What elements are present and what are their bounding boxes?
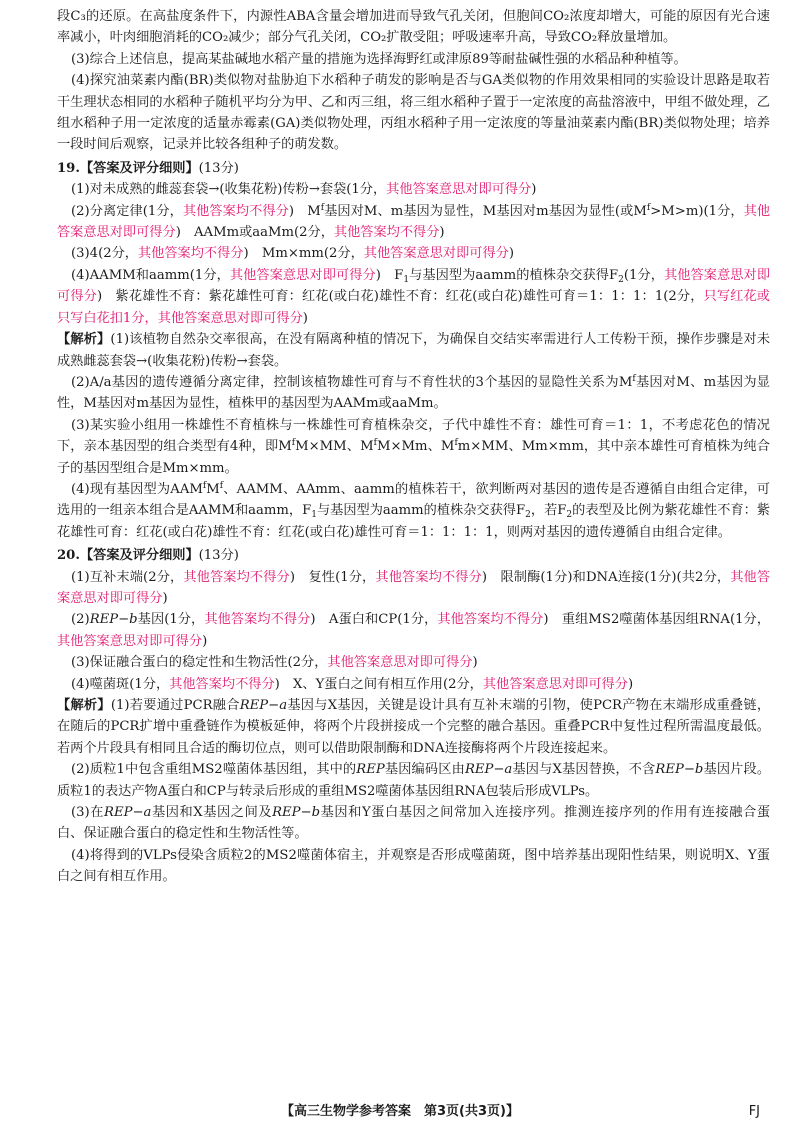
text-segment: 基因片段。质粒1的表达产物A蛋白和CP与转录后形成的重组MS2噬菌体基因组RNA包装后形成VLPs。 — [57, 762, 771, 799]
text-segment: m×MM、Mm×mm，其中亲本雄性可育植株为纯合子的基因型组合是Mm×mm。 — [57, 439, 770, 476]
scoring-note: 其他答案均不得分 — [183, 569, 290, 585]
q19-title: 【答案及评分细则】 — [79, 160, 199, 176]
text-segment: REP−a — [239, 698, 288, 713]
q20-answer-1 — [57, 567, 770, 610]
text-segment: ) 重组MS2噬菌体基因组RNA(1分， — [543, 612, 771, 628]
text-segment: REP−a — [104, 805, 152, 821]
scoring-note: 其他答案均不得分 — [137, 246, 244, 262]
text-segment: (1)对未成熟的雌蕊套袋→(收集花粉)传粉→套袋(1分， — [71, 182, 387, 198]
text-segment: 的表型及比例为紫花雄性不育：紫花雄性可育：红花(或白花)雄性不育：红花(或白花)雄性可育＝1：1：1：1，则两对基因的遗传遵循自由组合定律。 — [57, 503, 771, 540]
answer-page — [57, 6, 770, 888]
text-segment: ) Mm×mm(2分， — [243, 246, 364, 262]
text-segment: REP−b — [272, 805, 321, 821]
text-segment: >M>m)(1分， — [650, 203, 744, 219]
text-segment: REP−b — [655, 762, 704, 778]
text-segment: f — [320, 202, 325, 213]
text-segment: 基因对M、m基因为显性，M基因对m基因为显性(或M — [324, 203, 647, 219]
q19-explanation-4 — [57, 479, 770, 543]
scoring-note: 其他答案意思对即可得分 — [482, 676, 628, 692]
text-segment: ) F — [375, 267, 404, 283]
text-segment: 基因和X基因之间及 — [151, 805, 273, 821]
text-segment: REP−a — [464, 762, 513, 778]
q19-answer-4 — [57, 265, 770, 329]
text-segment: (4)噬菌斑(1分， — [71, 676, 170, 692]
q19-number: 19. — [57, 160, 80, 176]
q20-heading — [57, 545, 770, 566]
text-segment: ) — [508, 246, 515, 262]
q20-explanation-4: (4)将得到的VLPs侵染含质粒2的MS2噬菌体宿主，并观察是否形成噬菌斑，图中培养基出现阳性结果，则说明X、Y蛋白之间有相互作用。 — [57, 847, 770, 885]
scoring-note: 其他答案均不得分 — [437, 612, 544, 628]
scoring-note: 其他答案均不得分 — [375, 569, 482, 585]
text-segment: ，若F — [530, 503, 567, 519]
text-segment: 基因对M、m基因为显性，M基因对m基因为显性，植株甲的基因型为AAMm或aaMm。 — [57, 374, 770, 412]
text-segment: ) — [627, 676, 634, 692]
scoring-note: 其他答案均不得分 — [182, 203, 289, 219]
text-segment: f — [373, 438, 377, 449]
text-segment: ) M — [288, 203, 321, 219]
text-segment: M — [206, 481, 220, 497]
text-segment: (2)分离定律(1分， — [71, 203, 183, 219]
scoring-note: 其他答案意思对即可得分 — [386, 182, 532, 198]
text-segment: 基因编码区由 — [384, 762, 465, 778]
text-segment: 1 — [403, 274, 410, 285]
text-segment: (2)质粒1中包含重组MS2噬菌体基因组，其中的 — [71, 762, 357, 778]
text-segment: ) — [472, 655, 478, 671]
scoring-note: 其他答案意思对即可得分 — [363, 246, 509, 262]
q19-heading — [57, 158, 770, 179]
text-segment: REP — [356, 762, 385, 778]
q19-explanation-1 — [57, 329, 770, 372]
q20-answer-2: (2)REP−b基因(1分，其他答案均不得分) A蛋白和CP(1分，其他答案均不得分) 重组MS2噬菌体基因组RNA(1分，其他答案意思对即可得分) — [57, 612, 771, 649]
scoring-note: 其他答案意思对即可得分 — [57, 633, 203, 649]
text-segment: f — [632, 373, 636, 384]
text-segment: 与基因型为aamm的植株杂交获得F — [316, 503, 526, 519]
text-segment: ) 复性(1分， — [289, 569, 376, 585]
scoring-note: 其他答案均不得分 — [333, 225, 440, 241]
footer-page-info: 【高三生物学参考答案 第3页(共3页)】 — [281, 1104, 519, 1119]
text-segment: ) — [439, 225, 445, 241]
text-segment: ) — [162, 590, 168, 606]
q18-text-2: (3)综合上述信息，提高某盐碱地水稻产量的措施为选择海野红或津原89等耐盐碱性强的水稻品种种植等。 — [71, 51, 687, 67]
text-segment: ) 紫花雄性不育：紫花雄性可育：红花(或白花)雄性不育：红花(或白花)雄性可育＝1：1：1：1(2分， — [96, 289, 704, 305]
text-segment: ) — [531, 182, 537, 198]
q19-score: (13分) — [198, 160, 239, 176]
text-segment: 基因(1分， — [137, 612, 205, 628]
scoring-note: 其他答案均不得分 — [204, 612, 311, 628]
q20-number: 20. — [57, 548, 80, 564]
q20-explanation-3 — [57, 802, 770, 845]
scoring-note: 其他答案意思对即可得分 — [57, 267, 771, 305]
scoring-note: 只写红花或只写白花扣1分，其他答案意思对即可得分 — [57, 289, 770, 326]
text-segment: (1)该植物自然杂交率很高，在没有隔离种植的情况下，为确保自交结实率需进行人工传粉干预，操作步骤是对未成熟雌蕊套袋→(收集花粉)传粉→套袋。 — [57, 332, 771, 369]
scoring-note: 其他答案意思对即可得分 — [57, 569, 771, 606]
text-segment: 1 — [311, 510, 317, 521]
explanation-label: 【解析】 — [57, 332, 111, 348]
text-segment: (3)保证融合蛋白的稳定性和生物活性(2分， — [71, 655, 328, 671]
text-segment: (1)互补末端(2分， — [71, 569, 184, 585]
text-segment: 2 — [618, 274, 624, 285]
text-segment: (3)某实验小组用一株雄性不育植株与一株雄性可育植株杂交，子代中雄性不育：雄性可育＝1：1，不考虑花色的情况下，亲本基因型的组合类型有4种，即M — [57, 417, 770, 455]
q19-answer-1 — [57, 179, 770, 200]
q20-explanation-2 — [57, 759, 770, 802]
text-segment: (1分， — [623, 267, 665, 283]
text-segment: 与基因型为aamm的植株杂交获得F — [409, 267, 619, 283]
text-segment: f — [202, 480, 207, 491]
text-segment: f — [219, 480, 224, 491]
scoring-note: 其他答案意思对即可得分 — [57, 203, 771, 241]
text-segment: M×Mm、M — [376, 439, 455, 455]
text-segment: ) — [202, 633, 208, 649]
page-footer — [0, 1101, 800, 1123]
explanation-label: 【解析】 — [57, 698, 111, 713]
text-segment: M×MM、M — [295, 439, 374, 455]
scoring-note: 其他答案意思对即可得分 — [327, 655, 473, 671]
text-segment: (3)4(2分， — [71, 246, 138, 262]
text-segment: f — [454, 438, 458, 449]
text-segment: (3)在 — [71, 805, 105, 821]
text-segment: 、AAMM、AAmm、aamm的植株若干，欲判断两对基因的遗传是否遵循自由组合定律，可选用的一组亲本组合是AAMM和aamm，F — [57, 481, 770, 519]
text-segment: ) 限制酶(1分)和DNA连接(1分)(共2分， — [481, 569, 731, 585]
q20-explanation-1 — [57, 695, 770, 759]
text-segment: 基因与X基因，关键是设计具有互补末端的引物，使PCR产物在末端形成重叠链，在随后的PCR扩增中重叠链作为模板延伸，将两个片段拼接成一个完整的融合基因。重叠PCR中复性过程所需温度最低。若两个片段具有相同且合适的酶切位点，则可以借助限制酶和DNA连接酶将两个片段连接起来。 — [57, 698, 771, 756]
text-segment: f — [291, 438, 296, 449]
text-segment: (4)现有基因型为AAM — [71, 481, 203, 497]
text-segment: REP−b — [89, 612, 138, 628]
text-segment: ) X、Y蛋白之间有相互作用(2分， — [274, 676, 483, 692]
text-segment: ) — [302, 310, 308, 326]
text-segment: 基因和Y蛋白基因之间常加入连接序列。推测连接序列的作用有连接融合蛋白、保证融合蛋白的稳定性和生物活性等。 — [57, 805, 771, 842]
q20-title: 【答案及评分细则】 — [79, 548, 199, 564]
q19-explanation-3 — [57, 415, 770, 479]
text-segment: (2)A/a基因的遗传遵循分离定律，控制该植物雄性可育与不育性状的3个基因的显隐性关系为M — [71, 374, 633, 390]
text-segment: 基因与X基因替换，不含 — [512, 762, 656, 778]
q18-text-3: (4)探究油菜素内酯(BR)类似物对盐胁迫下水稻种子萌发的影响是否与GA类似物的作用效果相同的实验设计思路是取若干生理状态相同的水稻种子随机平均分为甲、乙和丙三组，将三组水稻种子置于一定浓度的高盐溶液中，甲组不做处理，乙组水稻种子用一定浓度的适量赤霉素(GA)类似物处理，丙组水稻种子用一定浓度的等量油菜素内酯(BR)类似物处理；培养一段时间后观察，记录并比较各组种子的萌发数。 — [57, 73, 770, 153]
scoring-note: 其他答案意思对即可得分 — [229, 267, 376, 283]
scoring-note: 其他答案均不得分 — [169, 676, 275, 692]
q19-answer-2 — [57, 201, 770, 244]
q20-score: (13分) — [198, 548, 239, 564]
text-segment: f — [646, 202, 651, 213]
q19-answer-3 — [57, 243, 770, 264]
text-segment: 2 — [525, 510, 531, 521]
text-segment: (1)若要通过PCR融合 — [110, 698, 240, 713]
text-segment: (4)AAMM和aamm(1分， — [71, 267, 230, 283]
q18-text-1: 段C₃的还原。在高盐度条件下，内源性ABA含量会增加进而导致气孔关闭，但胞间CO₂浓度却增大，可能的原因有光合速率减小，叶肉细胞消耗的CO₂减少；部分气孔关闭，CO₂扩散受阻；呼吸速率升高，导致CO₂释放量增加。 — [57, 9, 770, 46]
q19-explanation-2 — [57, 372, 770, 415]
text-segment: ) A蛋白和CP(1分， — [310, 612, 438, 628]
q20-answer-3 — [57, 652, 770, 673]
text-segment: ) AAMm或aaMm(2分， — [175, 225, 334, 241]
text-segment: 2 — [566, 510, 573, 521]
q20-answer-4 — [57, 674, 770, 695]
footer-code: FJ — [748, 1104, 760, 1119]
